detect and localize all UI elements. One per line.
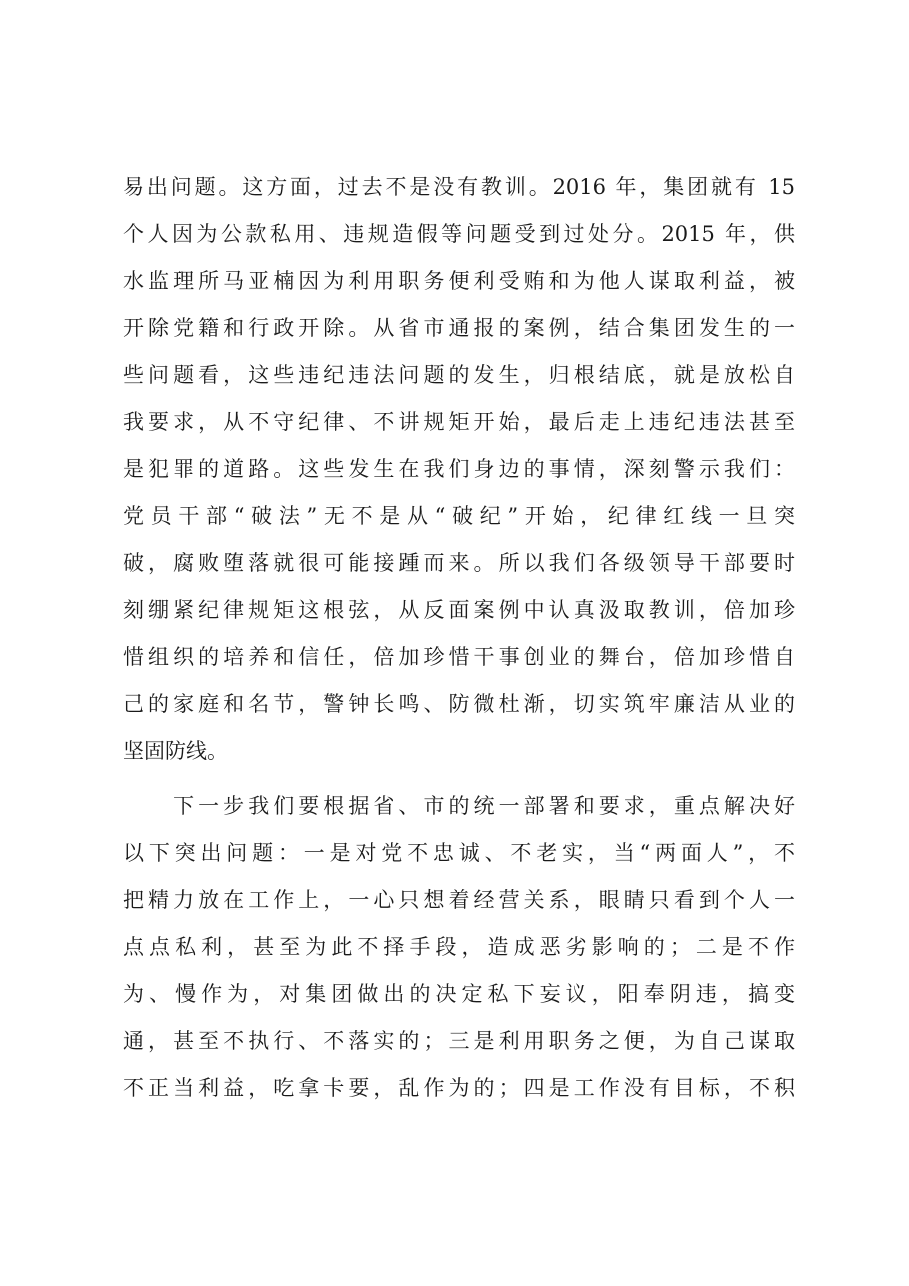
text-line: 以下突出问题：一是对党不忠诚、不老实，当“两面人”，不 bbox=[123, 841, 795, 865]
text-line: 点点私利，甚至为此不择手段，造成恶劣影响的；二是不作 bbox=[123, 935, 795, 959]
text-line: 是犯罪的道路。这些发生在我们身边的事情，深刻警示我们： bbox=[123, 457, 795, 481]
text-line: 些问题看，这些违纪违法问题的发生，归根结底，就是放松自 bbox=[123, 363, 795, 387]
text-line: 水监理所马亚楠因为利用职务便利受贿和为他人谋取利益，被 bbox=[123, 269, 795, 293]
text-line: 通，甚至不执行、不落实的；三是利用职务之便，为自己谋取 bbox=[123, 1029, 795, 1053]
text-line: 破，腐败堕落就很可能接踵而来。所以我们各级领导干部要时 bbox=[123, 551, 795, 575]
text-line: 下一步我们要根据省、市的统一部署和要求，重点解决好 bbox=[123, 794, 795, 818]
body-text bbox=[123, 164, 795, 1112]
text-line: 我要求，从不守纪律、不讲规矩开始，最后走上违纪违法甚至 bbox=[123, 410, 795, 434]
text-line: 己的家庭和名节，警钟长鸣、防微杜渐，切实筑牢廉洁从业的 bbox=[123, 692, 795, 716]
text-line: 开除党籍和行政开除。从省市通报的案例，结合集团发生的一 bbox=[123, 316, 795, 340]
text-line: 个人因为公款私用、违规造假等问题受到过处分。2015 年，供 bbox=[123, 222, 795, 246]
text-line: 不正当利益，吃拿卡要，乱作为的；四是工作没有目标，不积 bbox=[123, 1076, 795, 1100]
text-line: 党员干部“破法”无不是从“破纪”开始，纪律红线一旦突 bbox=[123, 504, 795, 528]
text-line: 为、慢作为，对集团做出的决定私下妄议，阳奉阴违，搞变 bbox=[123, 982, 795, 1006]
text-line: 易出问题。这方面，过去不是没有教训。2016 年，集团就有 15 bbox=[123, 175, 795, 199]
text-line: 把精力放在工作上，一心只想着经营关系，眼睛只看到个人一 bbox=[123, 888, 795, 912]
text-line: 刻绷紧纪律规矩这根弦，从反面案例中认真汲取教训，倍加珍 bbox=[123, 598, 795, 622]
text-line: 坚固防线。 bbox=[123, 739, 228, 763]
paragraph-gap bbox=[123, 775, 795, 783]
text-line: 惜组织的培养和信任，倍加珍惜干事创业的舞台，倍加珍惜自 bbox=[123, 645, 795, 669]
